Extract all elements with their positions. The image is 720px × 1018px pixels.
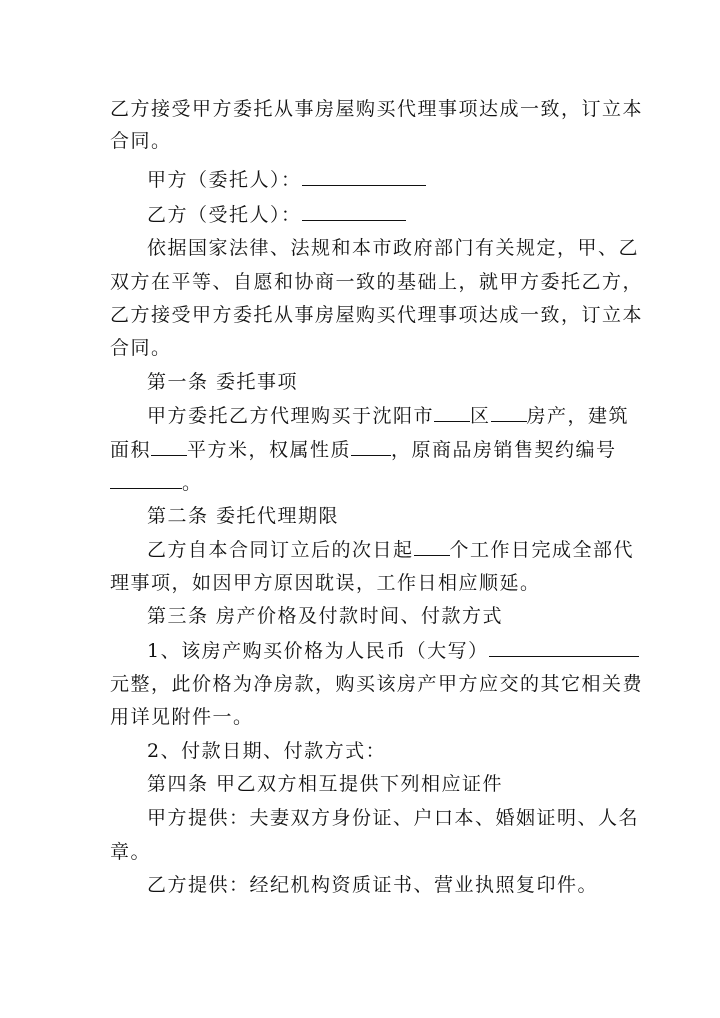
area-blank: [151, 437, 187, 456]
price-blank: [489, 638, 639, 657]
article-4-title: 第四条 甲乙双方相互提供下列相应证件: [147, 773, 504, 795]
paragraph-line: 乙方接受甲方委托从事房屋购买代理事项达成一致，订立本: [110, 304, 644, 326]
paragraph-line: 双方在平等、自愿和协商一致的基础上，就甲方委托乙方，: [110, 271, 644, 293]
text: 1、该房产购买价格为人民币（大写）: [147, 640, 489, 662]
article-1-line: [0, 403, 720, 428]
text: 个工作日完成全部代: [449, 539, 635, 561]
article-3-line: [0, 638, 720, 663]
party-b-label: 乙方（受托人）：: [147, 204, 302, 226]
text: 甲方委托乙方代理购买于沈阳市: [147, 405, 435, 427]
article-3-title: 第三条 房产价格及付款时间、付款方式: [147, 605, 504, 627]
party-a-blank: [302, 167, 426, 186]
article-2-title: 第二条 委托代理期限: [147, 505, 340, 527]
article-3-line: 元整，此价格为净房款，购买该房产甲方应交的其它相关费: [110, 673, 644, 695]
article-3-line: 2、付款日期、付款方式：: [147, 740, 387, 762]
party-b-blank: [302, 202, 406, 221]
party-a-line: [0, 167, 720, 192]
text: 区: [470, 405, 491, 427]
paragraph-line: 乙方接受甲方委托从事房屋购买代理事项达成一致，订立本: [110, 98, 644, 120]
text: 。: [182, 472, 203, 494]
property-blank: [491, 403, 527, 422]
text: 房产，建筑: [526, 405, 630, 427]
article-2-line: 理事项，如因甲方原因耽误，工作日相应顺延。: [110, 572, 541, 594]
text: ，原商品房销售契约编号: [391, 439, 617, 461]
contract-number-blank: [110, 470, 182, 489]
paragraph-line: 依据国家法律、法规和本市政府部门有关规定，甲、乙: [147, 237, 640, 259]
article-2-line: [0, 537, 720, 562]
article-1-line: [0, 470, 720, 495]
article-4-line: 章。: [110, 841, 152, 863]
article-4-line: 甲方提供：夫妻双方身份证、户口本、婚姻证明、人名: [147, 807, 640, 829]
workdays-blank: [414, 537, 450, 556]
text: 面积: [110, 439, 152, 461]
party-b-line: [0, 202, 720, 227]
paragraph-line: 合同。: [110, 337, 172, 359]
paragraph-line: 合同。: [110, 130, 172, 152]
article-1-line: [0, 437, 720, 462]
article-3-line: 用详见附件一。: [110, 706, 254, 728]
text: 乙方自本合同订立后的次日起: [147, 539, 414, 561]
text: 平方米，权属性质: [187, 439, 352, 461]
district-blank: [434, 403, 470, 422]
article-4-line: 乙方提供：经纪机构资质证书、营业执照复印件。: [147, 874, 599, 896]
article-1-title: 第一条 委托事项: [147, 371, 299, 393]
ownership-blank: [351, 437, 391, 456]
party-a-label: 甲方（委托人）：: [147, 169, 302, 191]
